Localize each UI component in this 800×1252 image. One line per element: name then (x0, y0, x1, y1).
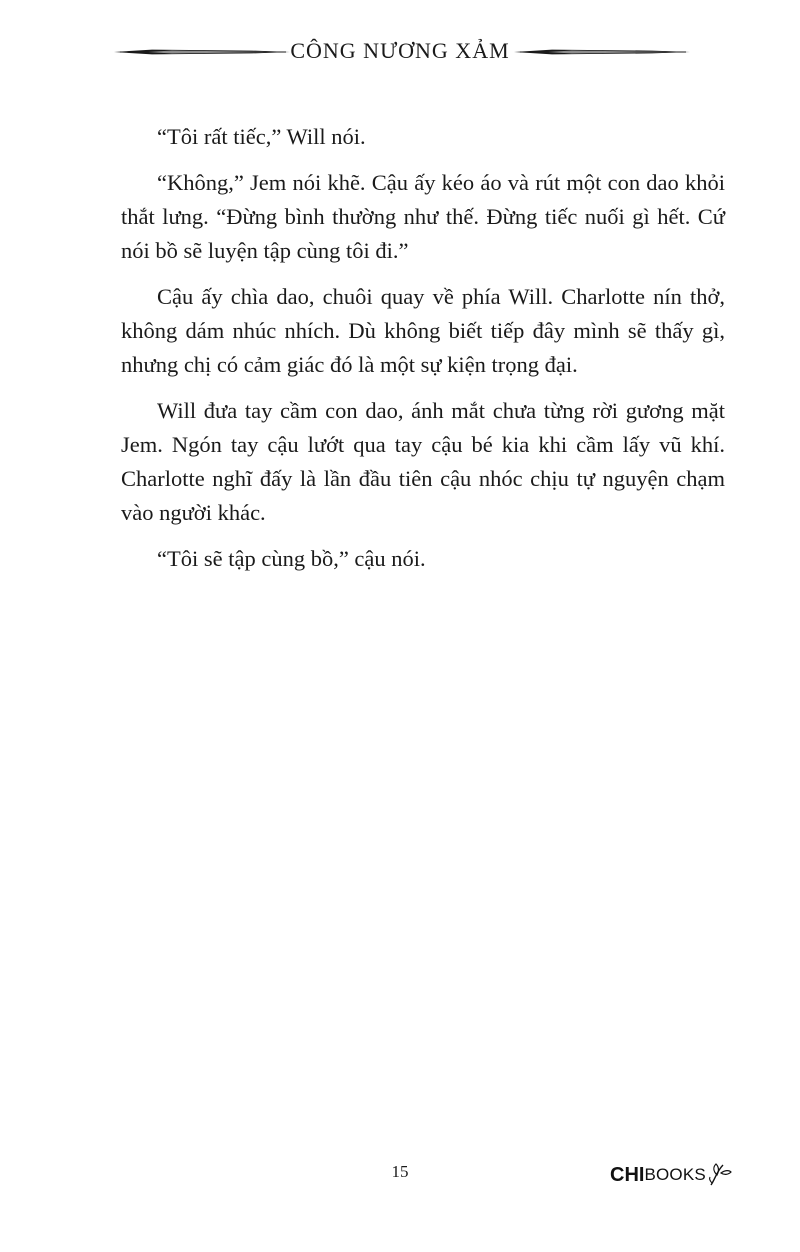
right-ornament-icon (512, 44, 692, 60)
paragraph: “Tôi rất tiếc,” Will nói. (157, 124, 366, 149)
paragraph: Cậu ấy chìa dao, chuôi quay về phía Will. Charlotte nín thở, không dám nhúc nhích. Dù không biết tiếp đây mình sẽ thấy gì, nhưng chị có cảm giác đó là một sự kiện trọng đại. (121, 284, 725, 377)
running-title: CÔNG NƯƠNG XẢM (290, 38, 510, 63)
page-header (0, 32, 800, 72)
publisher-name-rest: BOOKS (644, 1165, 706, 1184)
publisher-logo (610, 1160, 733, 1190)
paragraph: “Không,” Jem nói khẽ. Cậu ấy kéo áo và rút một con dao khỏi thắt lưng. “Đừng bình thường như thế. Đừng tiếc nuối gì hết. Cứ nói bồ sẽ luyện tập cùng tôi đi.” (121, 170, 725, 263)
publisher-name-bold: CHI (610, 1163, 645, 1186)
paragraph: “Tôi sẽ tập cùng bồ,” cậu nói. (157, 546, 426, 571)
body-text (121, 120, 725, 588)
page-number: 15 (391, 1162, 409, 1181)
chibooks-leaf-logo-icon (707, 1161, 733, 1189)
paragraph: Will đưa tay cầm con dao, ánh mắt chưa từng rời gương mặt Jem. Ngón tay cậu lướt qua tay cậu bé kia khi cầm lấy vũ khí. Charlotte nghĩ đấy là lần đầu tiên cậu nhóc chịu tự nguyện chạm vào người khác. (121, 398, 725, 525)
